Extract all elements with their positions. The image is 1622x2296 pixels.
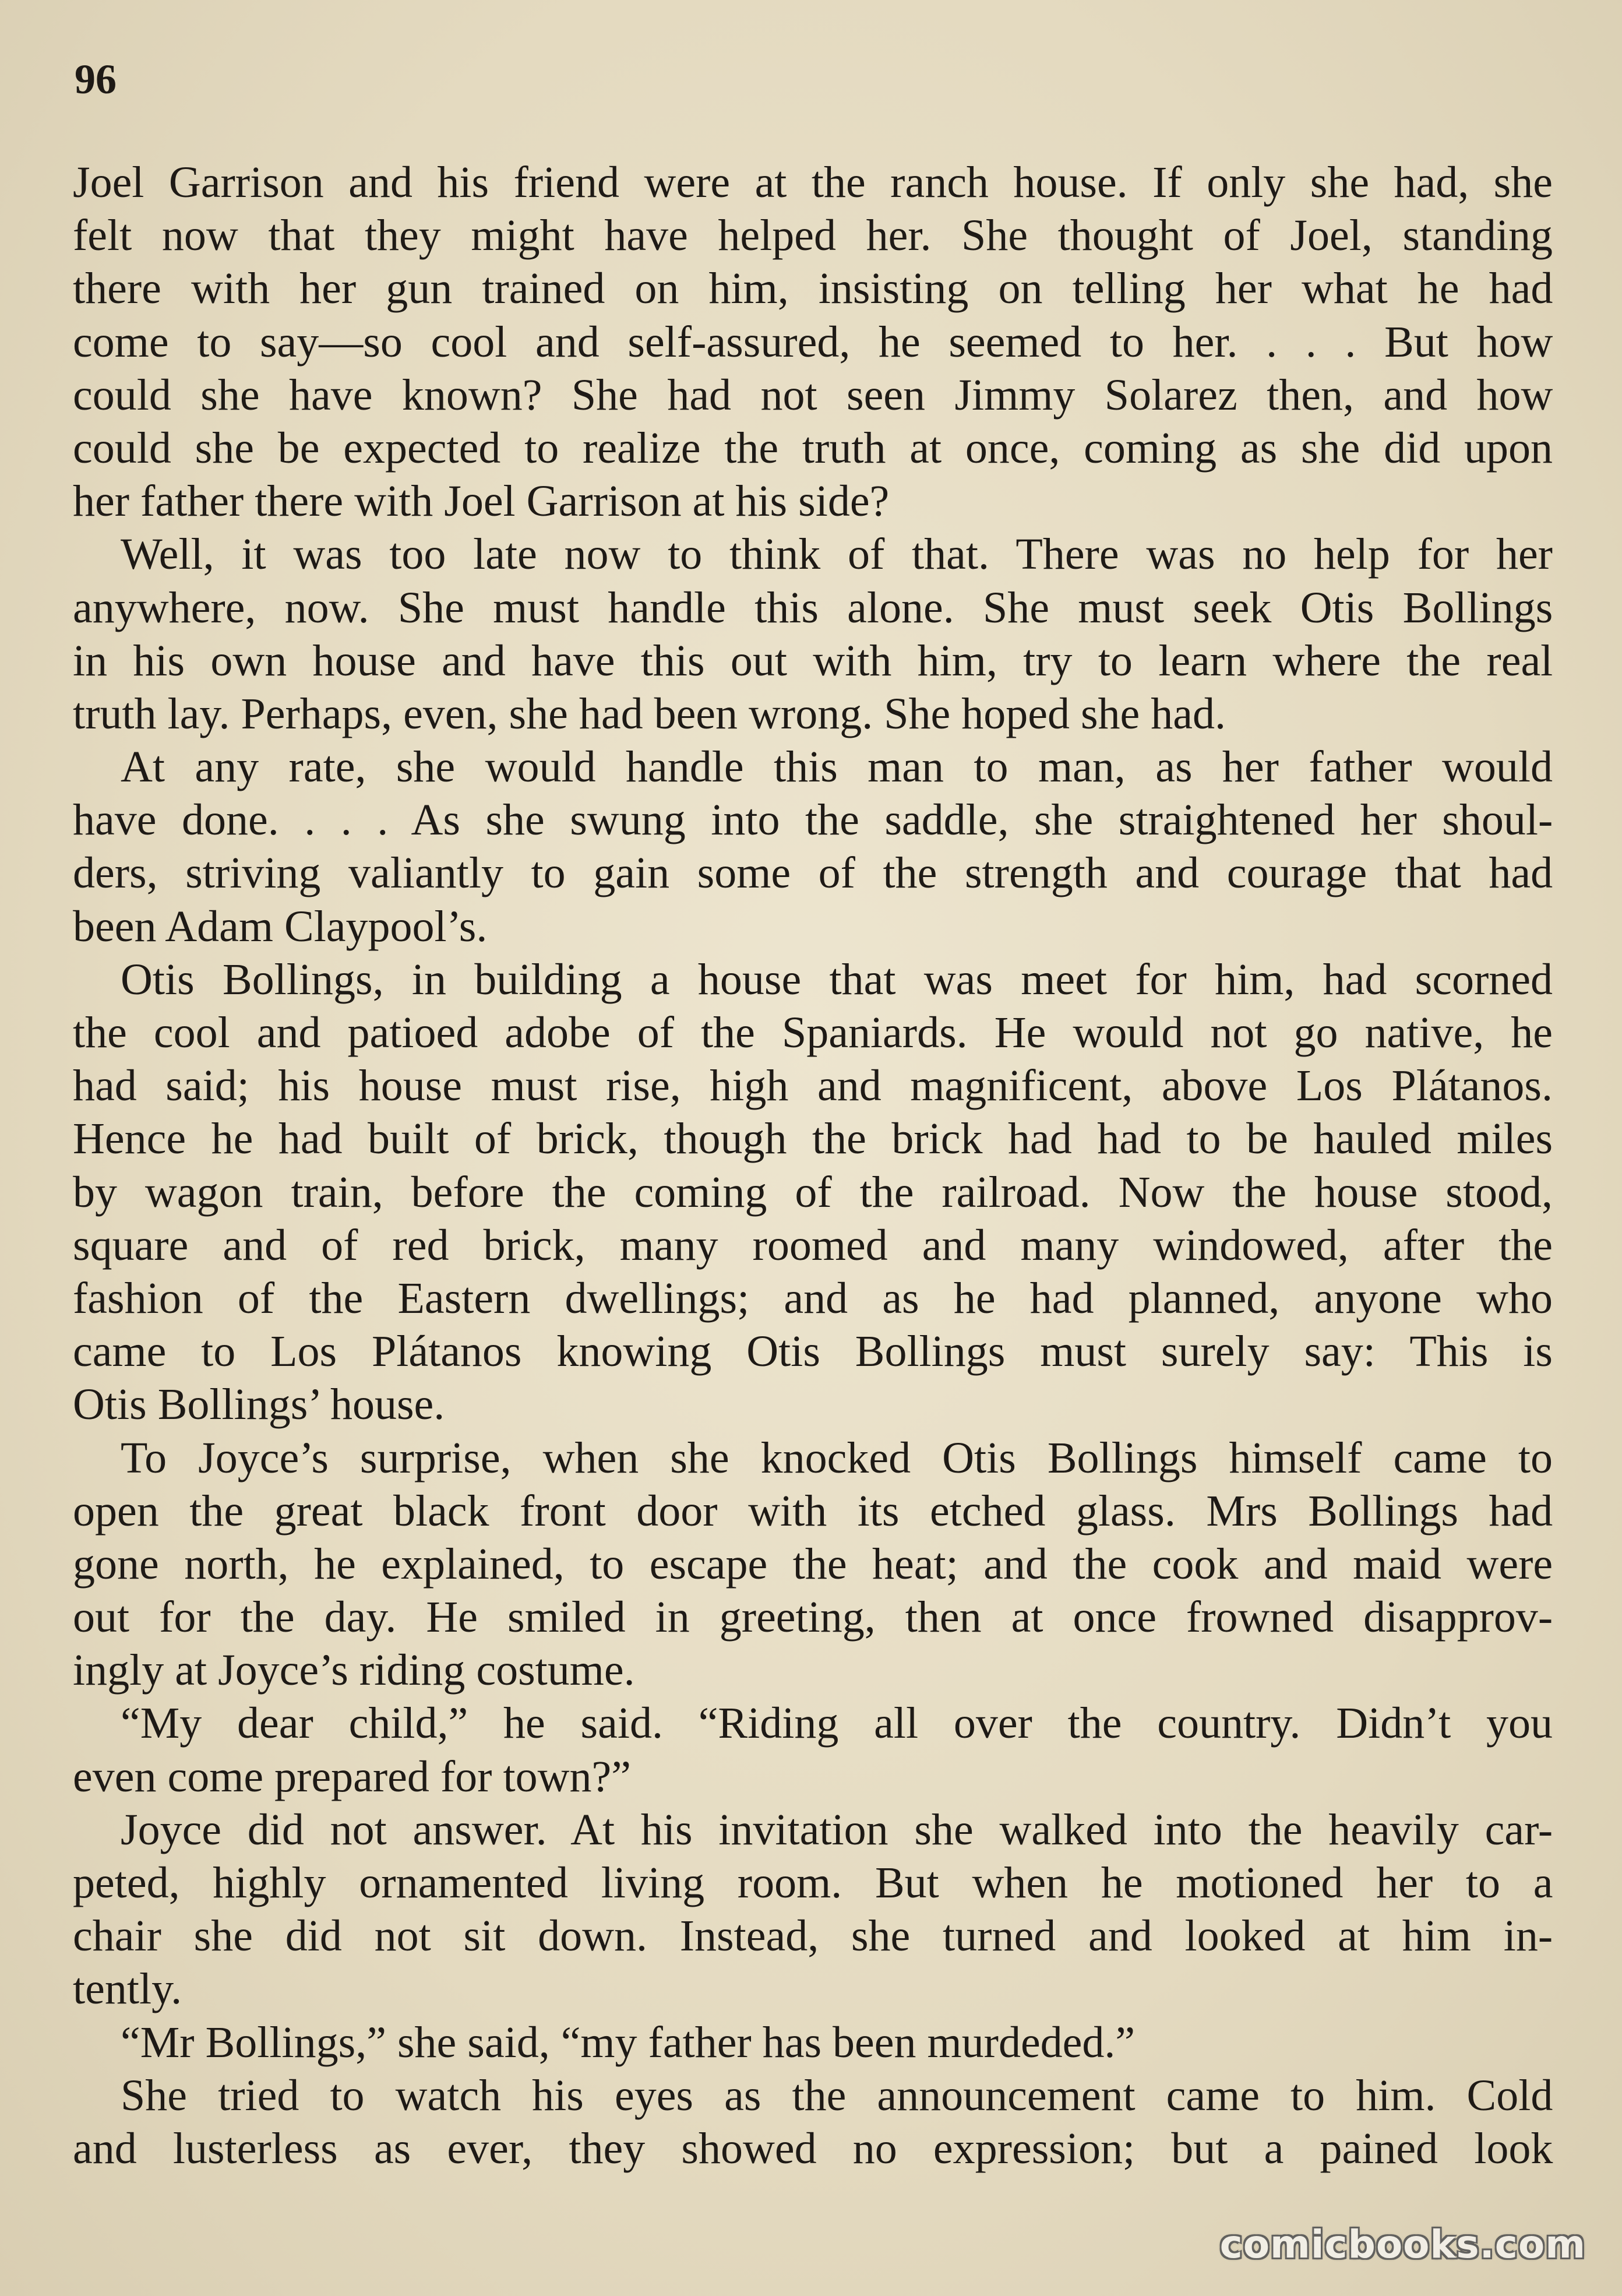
text-line: square and of red brick, many roomed and many windowed, after the xyxy=(73,1220,1553,1270)
text-line: truth lay. Perhaps, even, she had been wrong. She hoped she had. xyxy=(73,689,1226,738)
text-line: Joyce did not answer. At his invitation she walked into the heavily car- xyxy=(121,1805,1553,1854)
text-line: felt now that they might have helped her. She thought of Joel, standing xyxy=(73,211,1553,260)
text-line: “My dear child,” he said. “Riding all over the country. Didn’t you xyxy=(121,1699,1553,1748)
text-line: At any rate, she would handle this man to man, as her father would xyxy=(121,742,1553,792)
text-line: even come prepared for town?” xyxy=(73,1752,631,1801)
text-line: by wagon train, before the coming of the railroad. Now the house stood, xyxy=(73,1167,1553,1217)
text-line: ders, striving valiantly to gain some of the strength and courage that had xyxy=(73,848,1553,898)
watermark: comicbooks.com xyxy=(1219,2222,1586,2267)
text-line: could she have known? She had not seen Jimmy Solarez then, and how xyxy=(73,370,1553,420)
text-line: peted, highly ornamented living room. But when he motioned her to a xyxy=(73,1858,1553,1907)
text-line: She tried to watch his eyes as the announcement came to him. Cold xyxy=(121,2070,1553,2120)
text-line: could she be expected to realize the truth at once, coming as she did upon xyxy=(73,423,1553,473)
text-line: open the great black front door with its etched glass. Mrs Bollings had xyxy=(73,1486,1553,1536)
text-line: in his own house and have this out with him, try to learn where the real xyxy=(73,636,1553,685)
text-line: come to say—so cool and self-assured, he seemed to her. . . . But how xyxy=(73,317,1553,367)
text-line: Well, it was too late now to think of that. There was no help for her xyxy=(121,530,1553,579)
text-line: Hence he had built of brick, though the brick had had to be hauled miles xyxy=(73,1114,1553,1164)
body-text xyxy=(73,156,1553,2175)
text-line: To Joyce’s surprise, when she knocked Otis Bollings himself came to xyxy=(121,1433,1553,1482)
text-line: ingly at Joyce’s riding costume. xyxy=(73,1646,635,1695)
text-line: Joel Garrison and his friend were at the ranch house. If only she had, she xyxy=(73,158,1553,207)
text-line: fashion of the Eastern dwellings; and as he had planned, anyone who xyxy=(73,1273,1553,1323)
text-line: gone north, he explained, to escape the heat; and the cook and maid were xyxy=(73,1539,1553,1589)
text-line: Otis Bollings, in building a house that was meet for him, had scorned xyxy=(121,955,1553,1004)
text-line: had said; his house must rise, high and magnificent, above Los Plátanos. xyxy=(73,1061,1553,1111)
text-line: there with her gun trained on him, insisting on telling her what he had xyxy=(73,264,1553,314)
text-line: out for the day. He smiled in greeting, then at once frowned disapprov- xyxy=(73,1593,1553,1642)
text-line: chair she did not sit down. Instead, she turned and looked at him in- xyxy=(73,1911,1553,1961)
text-line: and lusterless as ever, they showed no expression; but a pained look xyxy=(73,2124,1553,2173)
text-line: tently. xyxy=(73,1964,182,2014)
text-line: came to Los Plátanos knowing Otis Bollings must surely say: This is xyxy=(73,1327,1553,1376)
text-line: “Mr Bollings,” she said, “my father has been murdeded.” xyxy=(121,2017,1136,2067)
text-line: have done. . . . As she swung into the saddle, she straightened her shoul- xyxy=(73,795,1553,845)
page-number: 96 xyxy=(75,56,117,103)
text-line: anywhere, now. She must handle this alone. She must seek Otis Bollings xyxy=(73,583,1553,632)
text-line: Otis Bollings’ house. xyxy=(73,1380,445,1429)
text-line: her father there with Joel Garrison at his side? xyxy=(73,477,890,526)
text-line: been Adam Claypool’s. xyxy=(73,902,488,951)
text-line: the cool and patioed adobe of the Spaniards. He would not go native, he xyxy=(73,1008,1553,1057)
